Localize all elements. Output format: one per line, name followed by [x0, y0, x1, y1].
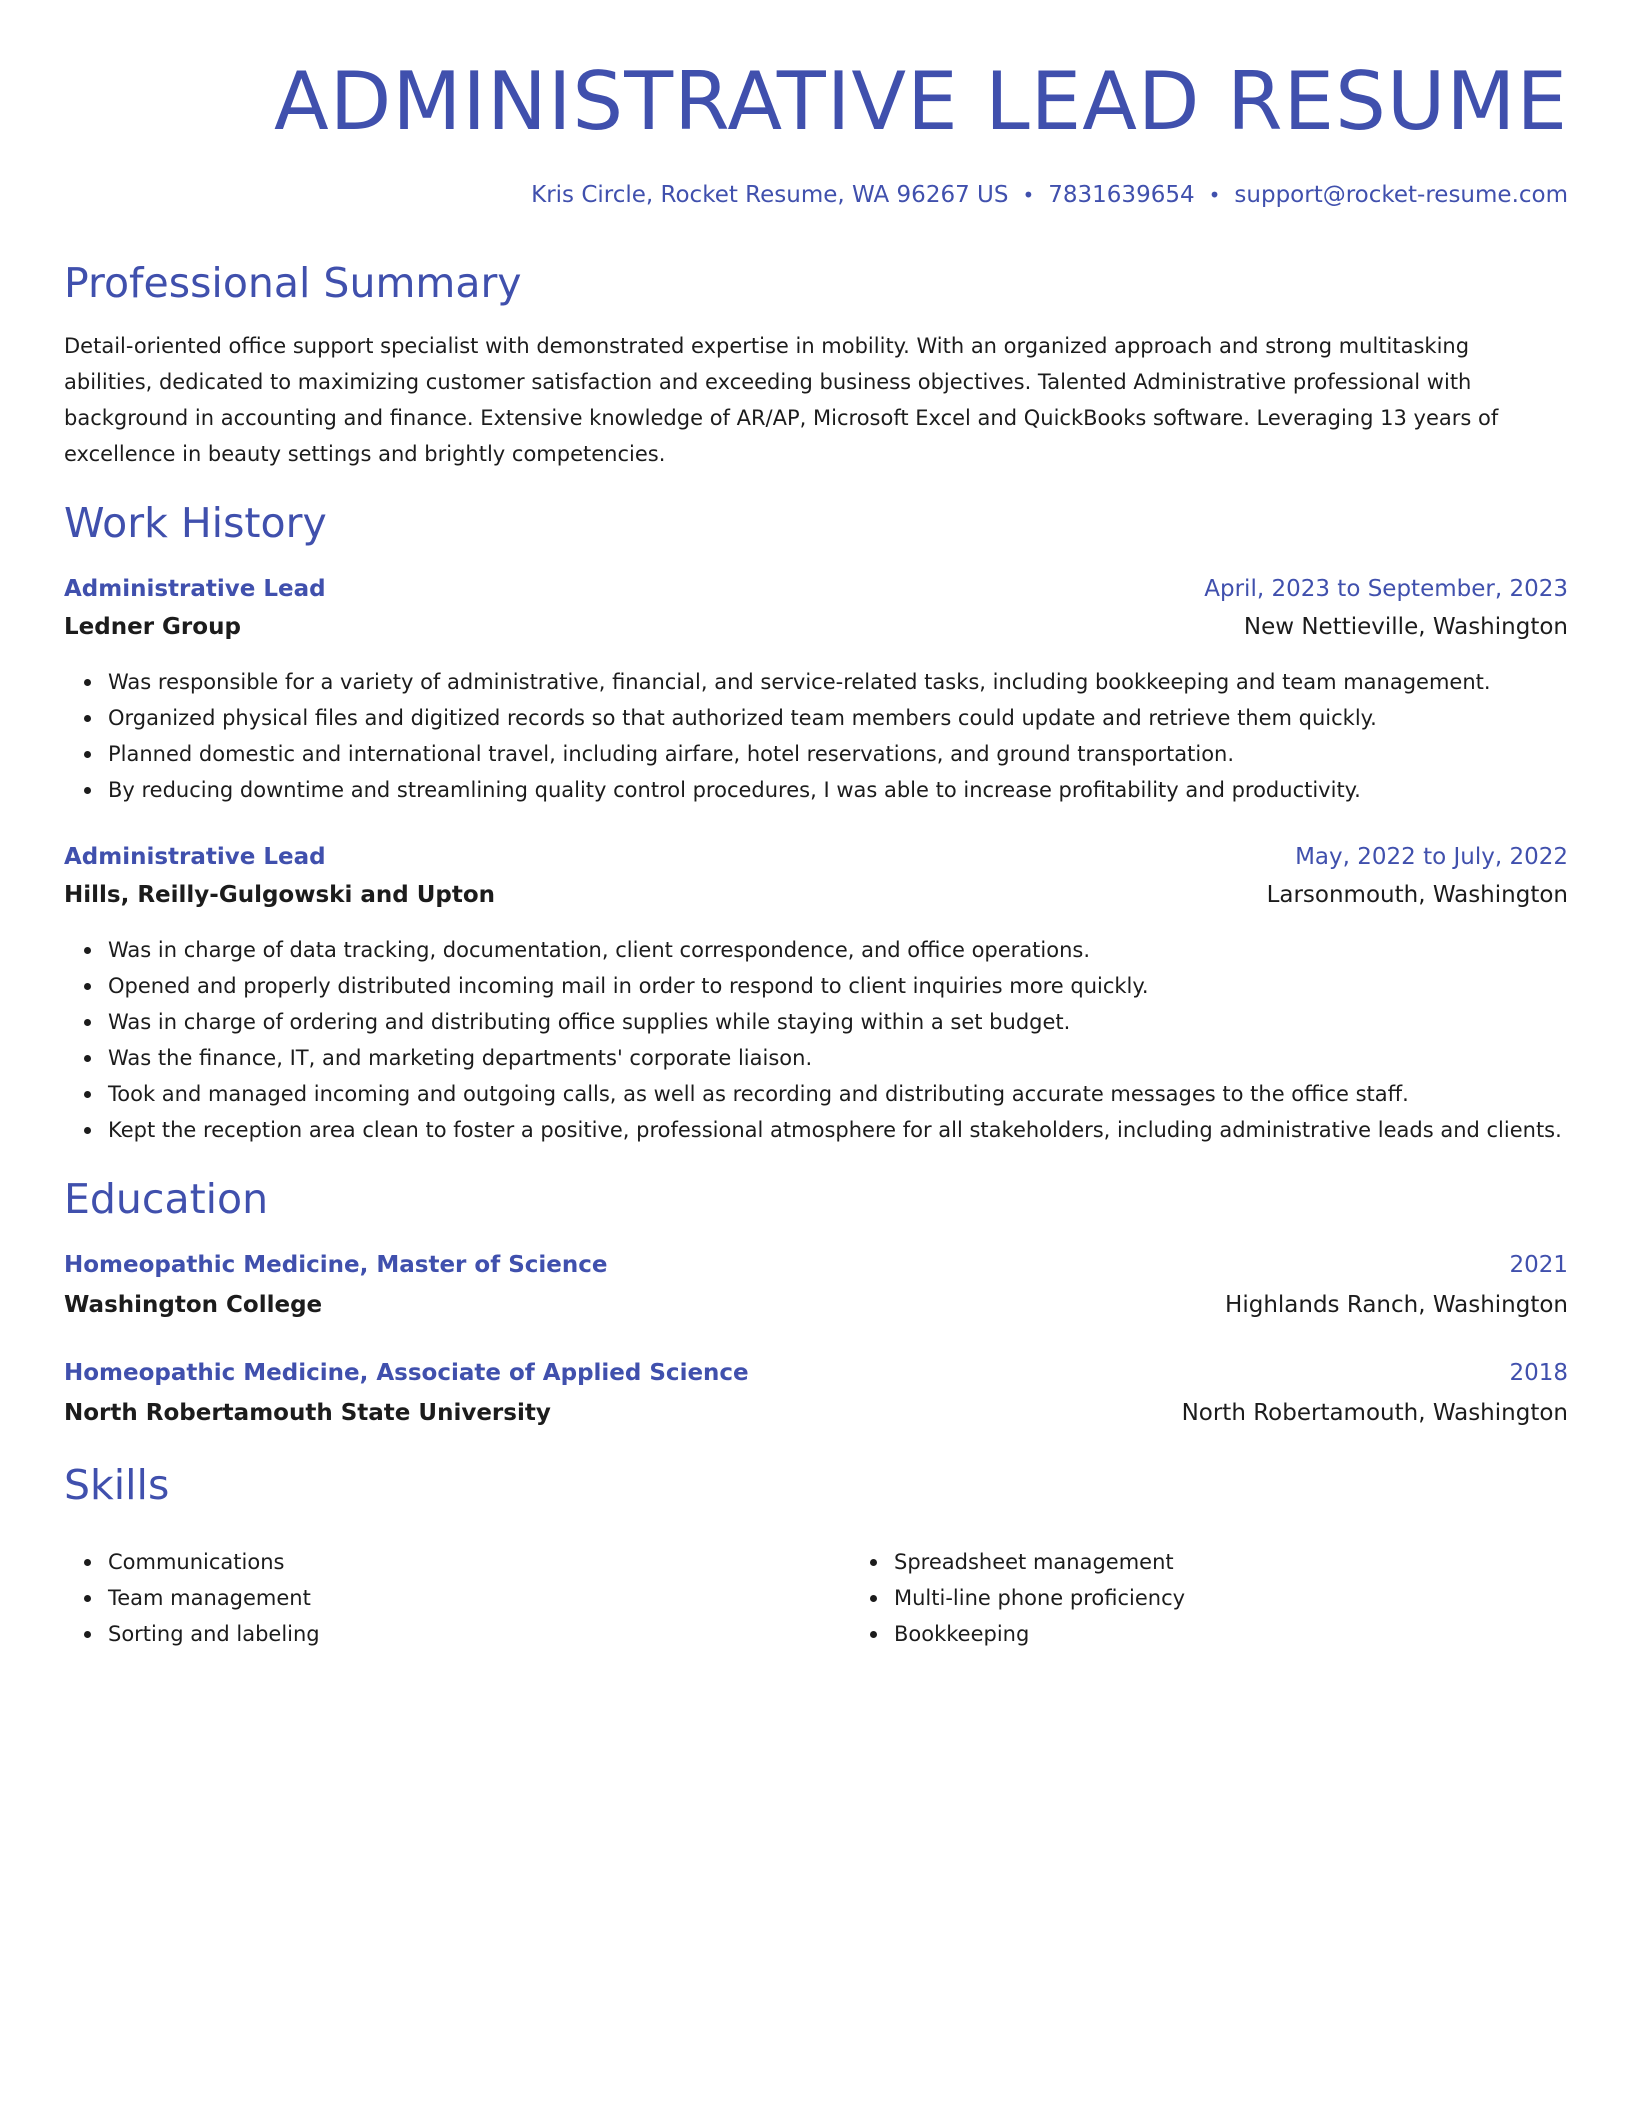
job-employer-row: [64, 880, 1568, 910]
contact-line: [531, 180, 1568, 210]
education-location: North Robertamouth, Washington: [1181, 1400, 1568, 1426]
list-item: By reducing downtime and streamlining quality control procedures, I was able to increase profitability and productivity.: [108, 772, 1612, 808]
job-employer-row: [64, 612, 1568, 642]
job-employer: Hills, Reilly-Gulgowski and Upton: [64, 882, 496, 908]
contact-address: Kris Circle, Rocket Resume, WA 96267 US: [531, 182, 1009, 208]
contact-separator: •: [1022, 183, 1035, 207]
education-school: Washington College: [64, 1292, 323, 1318]
list-item: Organized physical files and digitized records so that authorized team members could update and retrieve them quickly.: [108, 700, 1612, 736]
job-dates: May, 2022 to July, 2022: [1295, 844, 1568, 870]
job-header: [64, 574, 1568, 604]
list-item: Was the finance, IT, and marketing departments' corporate liaison.: [108, 1040, 1612, 1076]
job-employer: Ledner Group: [64, 614, 241, 640]
section-heading-education: Education: [64, 1175, 269, 1223]
contact-separator: •: [1208, 183, 1221, 207]
education-school: North Robertamouth State University: [64, 1400, 551, 1426]
contact-email[interactable]: support@rocket-resume.com: [1234, 182, 1568, 208]
job-title: Administrative Lead: [64, 844, 326, 870]
education-header: [64, 1358, 1568, 1388]
skill-item: Bookkeeping: [894, 1616, 1632, 1652]
section-heading-skills: Skills: [64, 1461, 170, 1509]
education-school-row: [64, 1398, 1568, 1428]
section-heading-summary: Professional Summary: [64, 259, 522, 307]
skill-item: Team management: [108, 1580, 850, 1616]
list-item: Was in charge of ordering and distributing office supplies while staying within a set budget.: [108, 1004, 1612, 1040]
skills-list-left: [64, 1544, 850, 1652]
list-item: Took and managed incoming and outgoing calls, as well as recording and distributing accurate messages to the office staff.: [108, 1076, 1612, 1112]
skills-list-right: [850, 1544, 1632, 1652]
list-item: Planned domestic and international travel, including airfare, hotel reservations, and ground transportation.: [108, 736, 1612, 772]
skill-item: Communications: [108, 1544, 850, 1580]
job-location: New Nettieville, Washington: [1243, 614, 1568, 640]
education-location: Highlands Ranch, Washington: [1225, 1292, 1568, 1318]
list-item: Opened and properly distributed incoming mail in order to respond to client inquiries more quickly.: [108, 968, 1612, 1004]
job-title: Administrative Lead: [64, 576, 326, 602]
job-location: Larsonmouth, Washington: [1266, 882, 1568, 908]
skill-item: Spreadsheet management: [894, 1544, 1632, 1580]
job-header: [64, 842, 1568, 872]
list-item: Was in charge of data tracking, documentation, client correspondence, and office operations.: [108, 932, 1612, 968]
contact-phone: 7831639654: [1048, 182, 1195, 208]
education-header: [64, 1250, 1568, 1280]
resume-title: ADMINISTRATIVE LEAD RESUME: [274, 55, 1568, 148]
skill-item: Multi-line phone proficiency: [894, 1580, 1632, 1616]
list-item: Was responsible for a variety of administrative, financial, and service-related tasks, including bookkeeping and team management.: [108, 664, 1612, 700]
skills-columns: [64, 1544, 1568, 1652]
list-item: Kept the reception area clean to foster a positive, professional atmosphere for all stakeholders, including administrative leads and clients.: [108, 1112, 1612, 1148]
skill-item: Sorting and labeling: [108, 1616, 850, 1652]
education-degree: Homeopathic Medicine, Master of Science: [64, 1252, 608, 1278]
education-degree: Homeopathic Medicine, Associate of Applied Science: [64, 1360, 749, 1386]
summary-text: Detail-oriented office support specialist with demonstrated expertise in mobility. With an organized approach and strong multitasking abilities, dedicated to maximizing customer satisfaction and exceeding business objectives. Talented Administrative professional with background in accounting and finance. Extensive knowledge of AR/AP, Microsoft Excel and QuickBooks software. Leveraging 13 years of excellence in beauty settings and brightly competencies.: [64, 334, 1499, 466]
job-dates: April, 2023 to September, 2023: [1204, 576, 1568, 602]
job-bullet-list: [64, 932, 1612, 1148]
education-year: 2021: [1509, 1252, 1568, 1278]
education-school-row: [64, 1290, 1568, 1320]
education-year: 2018: [1509, 1360, 1568, 1386]
section-heading-work-history: Work History: [64, 499, 327, 547]
job-bullet-list: [64, 664, 1612, 808]
